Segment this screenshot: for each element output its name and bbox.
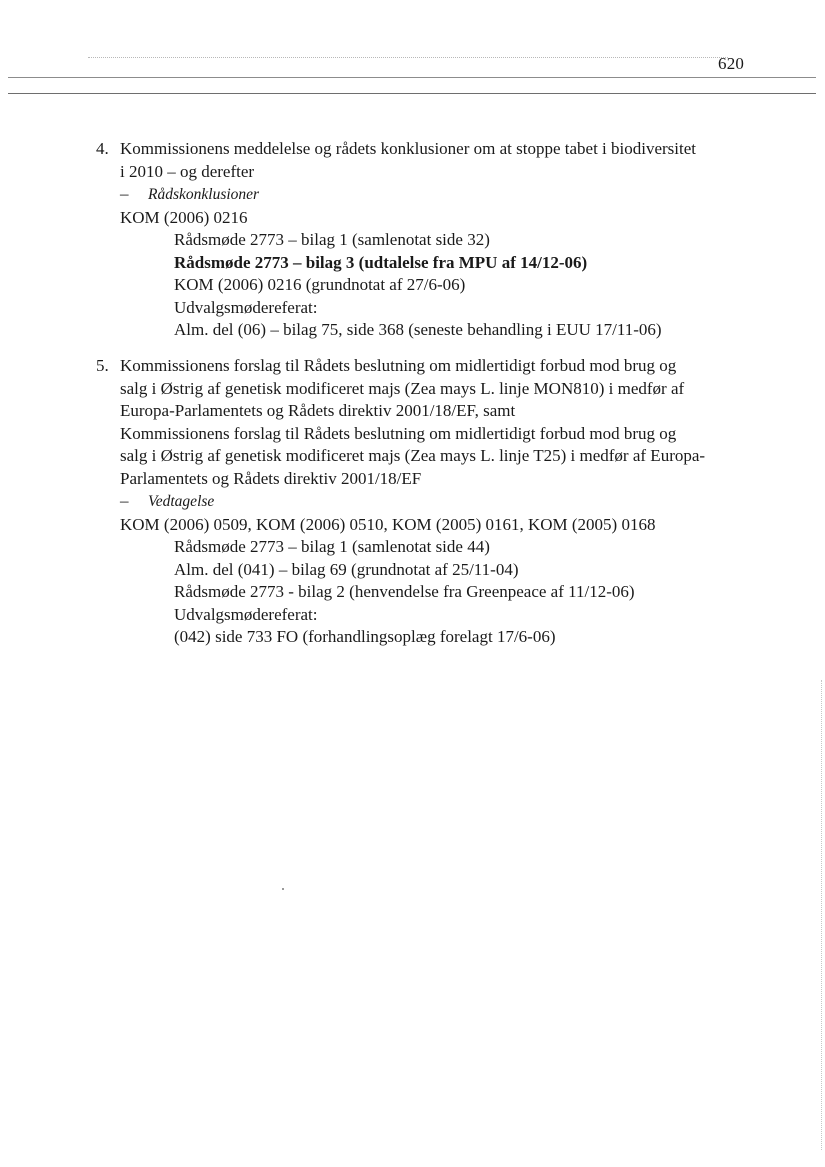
reference-list	[120, 229, 760, 342]
item-title-line: Kommissionens forslag til Rådets beslutning om midlertidigt forbud mod brug og	[120, 423, 677, 443]
subtitle-dash: –	[120, 491, 129, 510]
header-rule	[8, 77, 816, 78]
item-reference: KOM (2006) 0509, KOM (2006) 0510, KOM (2005) 0161, KOM (2005) 0168	[120, 514, 656, 534]
agenda-item-4	[96, 138, 760, 342]
item-number: 5.	[96, 356, 109, 375]
page-number: 620	[718, 54, 745, 73]
item-title-line: i 2010 – og derefter	[120, 161, 255, 181]
item-title-line: Parlamentets og Rådets direktiv 2001/18/EF	[120, 468, 422, 488]
reference-entry-highlighted: Rådsmøde 2773 – bilag 3 (udtalelse fra MPU af 14/12-06)	[174, 252, 588, 272]
reference-entry: Rådsmøde 2773 – bilag 1 (samlenotat side 32)	[174, 230, 490, 249]
agenda-item-5	[96, 355, 760, 649]
reference-entry: Rådsmøde 2773 - bilag 2 (henvendelse fra Greenpeace af 11/12-06)	[174, 582, 635, 601]
reference-entry: Udvalgsmødereferat:	[174, 297, 318, 317]
item-subtitle: Rådskonklusioner	[148, 186, 260, 203]
reference-entry: Udvalgsmødereferat:	[174, 604, 318, 624]
scan-speck	[282, 888, 284, 890]
reference-entry: Alm. del (041) – bilag 69 (grundnotat af 25/11-04)	[174, 559, 519, 579]
scan-edge-mark	[821, 680, 822, 1150]
reference-entry: Rådsmøde 2773 – bilag 1 (samlenotat side 44)	[174, 537, 490, 556]
item-reference: KOM (2006) 0216	[120, 207, 248, 227]
item-title-line: salg i Østrig af genetisk modificeret majs (Zea mays L. linje MON810) i medfør af	[120, 378, 685, 398]
item-subtitle: Vedtagelse	[148, 493, 215, 510]
item-title-line: Europa-Parlamentets og Rådets direktiv 2001/18/EF, samt	[120, 401, 516, 420]
reference-entry: (042) side 733 FO (forhandlingsoplæg forelagt 17/6-06)	[174, 627, 556, 646]
subtitle-dash: –	[120, 184, 129, 203]
item-title-line: Kommissionens forslag til Rådets beslutning om midlertidigt forbud mod brug og	[120, 356, 677, 375]
reference-entry: Alm. del (06) – bilag 75, side 368 (seneste behandling i EUU 17/11-06)	[174, 320, 662, 339]
item-subtitle-line	[120, 183, 760, 207]
header-dotted-rule	[88, 57, 728, 58]
header-rule-lower	[8, 93, 816, 94]
item-number: 4.	[96, 139, 109, 158]
item-title-line: Kommissionens meddelelse og rådets konklusioner om at stoppe tabet i biodiversitet	[120, 139, 697, 158]
reference-entry: KOM (2006) 0216 (grundnotat af 27/6-06)	[174, 275, 466, 294]
item-title-line: salg i Østrig af genetisk modificeret majs (Zea mays L. linje T25) i medfør af Europa-	[120, 446, 706, 465]
reference-list	[120, 536, 760, 649]
item-subtitle-line	[120, 490, 760, 514]
